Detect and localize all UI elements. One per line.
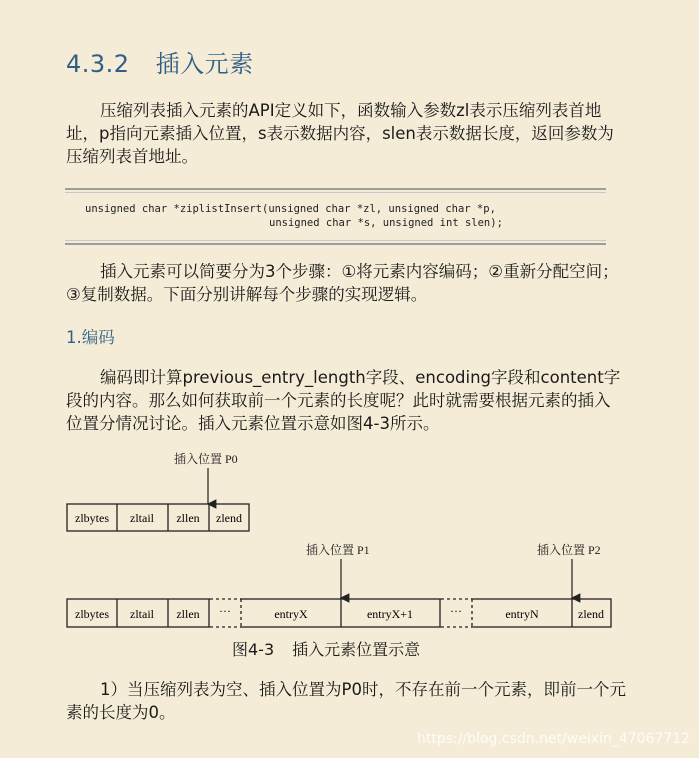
top-ziplist — [67, 504, 249, 531]
steps-text: 插入元素可以简要分为3个步骤：①将元素内容编码；②重新分配空间；③复制数据。下面分别讲解每个步骤的实现逻辑。 — [66, 262, 619, 304]
top-cell-zltail: zltail — [130, 511, 154, 525]
bottom-cell-zltail: zltail — [130, 607, 154, 621]
insert-position-diagram — [0, 440, 699, 640]
top-cell-zllen: zllen — [176, 511, 200, 525]
encoding-text: 编码即计算previous_entry_length字段、encoding字段和content字段的内容。那么如何获取前一个元素的长度呢？此时就需要根据元素的插入位置分情况讨论。插入元素位置示意如图4-3所示。 — [66, 368, 621, 433]
steps-paragraph — [66, 260, 626, 306]
final-paragraph — [66, 678, 626, 724]
bottom-cell-zllen: zllen — [176, 607, 200, 621]
bottom-cell-ellipsis-1: ··· — [219, 604, 231, 618]
bottom-ziplist — [67, 597, 611, 629]
final-text: 1）当压缩列表为空、插入位置为P0时，不存在前一个元素，即前一个元素的长度为0。 — [66, 680, 626, 722]
section-title: 插入元素 — [155, 50, 254, 78]
p1-label: 插入位置 P1 — [306, 543, 370, 557]
p0-label: 插入位置 P0 — [174, 452, 238, 466]
encoding-paragraph — [66, 366, 626, 435]
code-line-1: unsigned char *ziplistInsert(unsigned char *zl, unsigned char *p, — [85, 203, 496, 215]
section-heading — [66, 44, 254, 79]
section-number: 4.3.2 — [66, 50, 130, 78]
watermark: https://blog.csdn.net/weixin_47067712 — [417, 731, 691, 747]
figure-caption-text: 插入元素位置示意 — [292, 640, 421, 659]
figure-caption — [232, 637, 420, 660]
bottom-cell-entryx: entryX — [274, 607, 308, 621]
top-cell-zlbytes: zlbytes — [75, 511, 109, 525]
figure-number: 图4-3 — [232, 640, 275, 659]
bottom-cell-zlend: zlend — [578, 607, 604, 621]
code-line-2: unsigned char *s, unsigned int slen); — [269, 217, 503, 229]
intro-text: 压缩列表插入元素的API定义如下，函数输入参数zl表示压缩列表首地址，p指向元素插入位置，s表示数据内容，slen表示数据长度，返回参数为压缩列表首地址。 — [66, 101, 614, 166]
bottom-cell-entryn: entryN — [505, 607, 539, 621]
bottom-cell-zlbytes: zlbytes — [75, 607, 109, 621]
top-cell-zlend: zlend — [216, 511, 242, 525]
code-block — [65, 188, 606, 245]
bottom-cell-ellipsis-2: ··· — [450, 604, 462, 618]
bottom-cell-entryx-plus-1: entryX+1 — [366, 607, 414, 621]
intro-paragraph — [66, 99, 626, 168]
subsection-heading: 1.编码 — [66, 328, 115, 347]
p2-label: 插入位置 P2 — [537, 543, 601, 557]
